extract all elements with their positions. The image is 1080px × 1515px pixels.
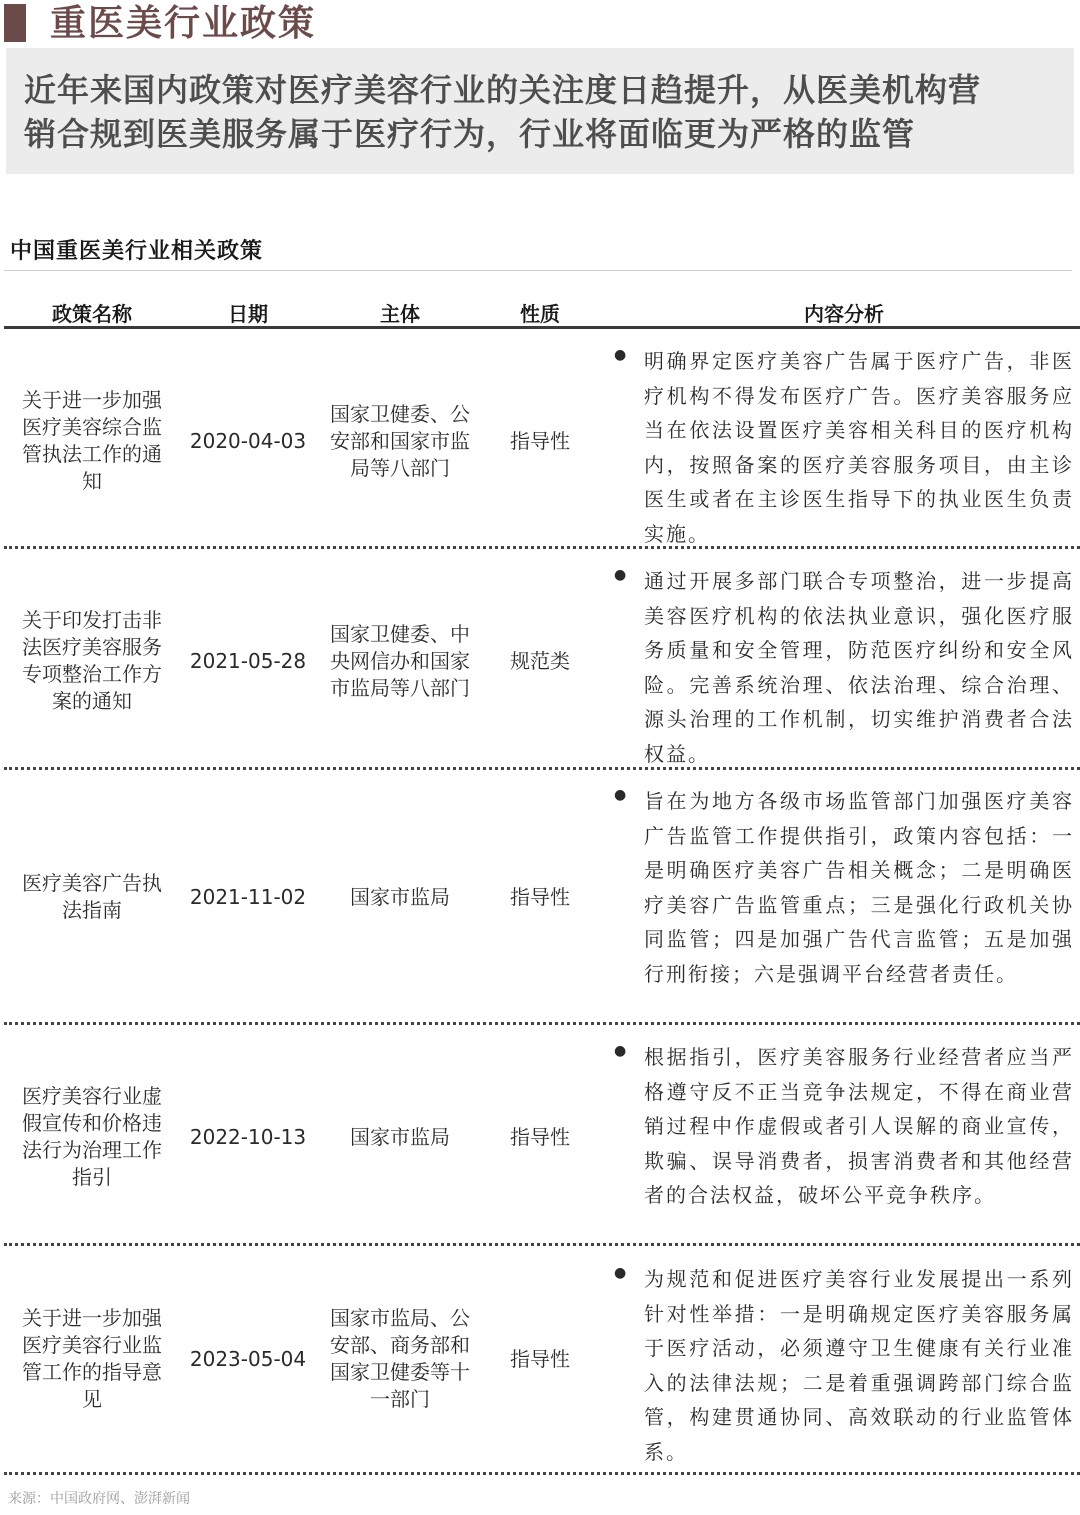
policy-date: 2023-05-04	[189, 1346, 307, 1371]
header-rule	[4, 326, 1080, 329]
header-subject: 主体	[380, 302, 420, 326]
policy-date: 2021-11-02	[189, 884, 307, 909]
policy-content-text: 根据指引，医疗美容服务行业经营者应当严格遵守反不正当竞争法规定，不得在商业营销过程中作虚假或者引人误解的商业宣传，欺骗、误导消费者，损害消费者和其他经营者的合法权益，破坏公平竞争秩序。	[644, 1045, 1074, 1207]
header-type: 性质	[520, 302, 560, 326]
policy-date: 2022-10-13	[189, 1124, 307, 1149]
bullet-icon: ●	[614, 787, 627, 803]
policy-type: 规范类	[510, 648, 570, 673]
policy-date: 2020-04-03	[189, 428, 307, 453]
table-row	[0, 334, 1080, 548]
policy-name: 医疗美容广告执法指南	[22, 871, 162, 922]
divider	[4, 270, 1072, 271]
table-header	[0, 288, 1080, 328]
policy-name: 关于进一步加强医疗美容综合监管执法工作的通知	[22, 388, 162, 493]
header-date: 日期	[228, 302, 268, 326]
policy-name: 关于印发打击非法医疗美容服务专项整治工作方案的通知	[22, 608, 162, 713]
bullet-icon: ●	[614, 1265, 627, 1281]
policy-subject: 国家市监局	[350, 884, 450, 909]
header-policy-name: 政策名称	[52, 302, 132, 326]
summary-line-1: 近年来国内政策对医疗美容行业的关注度日趋提升，从医美机构营	[24, 71, 982, 109]
row-divider	[4, 546, 1080, 549]
policy-content-text: 旨在为地方各级市场监管部门加强医疗美容广告监管工作提供指引，政策内容包括：一是明确医疗美容广告相关概念；二是明确医疗美容广告监管重点；三是强化行政机关协同监管；四是加强广告代言监管；五是加强行刑衔接；六是强调平台经营者责任。	[644, 789, 1074, 986]
source-note: 来源：中国政府网、澎湃新闻	[8, 1491, 190, 1507]
header-marker	[4, 4, 26, 42]
policy-content	[614, 1252, 1074, 1466]
policy-type: 指导性	[510, 884, 570, 909]
bullet-icon: ●	[614, 567, 627, 583]
summary-line-2: 销合规到医美服务属于医疗行为，行业将面临更为严格的监管	[24, 115, 916, 153]
summary-box	[6, 48, 1074, 174]
policy-content	[614, 554, 1074, 768]
policy-content	[614, 774, 1074, 1020]
row-divider	[4, 1472, 1080, 1475]
policy-type: 指导性	[510, 428, 570, 453]
policy-content-text: 通过开展多部门联合专项整治，进一步提高美容医疗机构的依法执业意识，强化医疗服务质量和安全管理，防范医疗纠纷和安全风险。完善系统治理、依法治理、综合治理、源头治理的工作机制，切实维护消费者合法权益。	[644, 569, 1074, 766]
row-divider	[4, 1243, 1080, 1246]
section-header	[0, 0, 1080, 48]
policy-name: 医疗美容行业虚假宣传和价格违法行为治理工作指引	[22, 1084, 162, 1189]
policy-content	[614, 334, 1074, 548]
policy-subject: 国家卫健委、公安部和国家市监局等八部门	[330, 401, 470, 480]
page-title: 重医美行业政策	[50, 3, 317, 44]
row-divider	[4, 1022, 1080, 1025]
policy-subject: 国家市监局、公安部、商务部和国家卫健委等十一部门	[330, 1306, 470, 1411]
policy-type: 指导性	[510, 1346, 570, 1371]
policy-subject: 国家市监局	[350, 1124, 450, 1149]
bullet-icon: ●	[614, 1043, 627, 1059]
policy-type: 指导性	[510, 1124, 570, 1149]
table-row	[0, 1030, 1080, 1244]
bullet-icon: ●	[614, 347, 627, 363]
policy-name: 关于进一步加强医疗美容行业监管工作的指导意见	[22, 1306, 162, 1411]
table-title: 中国重医美行业相关政策	[10, 239, 264, 264]
policy-content	[614, 1030, 1074, 1244]
table-row	[0, 1252, 1080, 1466]
table-row	[0, 774, 1080, 1020]
header-content: 内容分析	[804, 302, 884, 326]
policy-content-text: 明确界定医疗美容广告属于医疗广告，非医疗机构不得发布医疗广告。医疗美容服务应当在依法设置医疗美容相关科目的医疗机构内，按照备案的医疗美容服务项目，由主诊医生或者在主诊医生指导下的执业医生负责实施。	[644, 349, 1074, 546]
policy-date: 2021-05-28	[189, 648, 307, 673]
policy-subject: 国家卫健委、中央网信办和国家市监局等八部门	[330, 621, 470, 700]
row-divider	[4, 767, 1080, 770]
table-row	[0, 554, 1080, 768]
policy-content-text: 为规范和促进医疗美容行业发展提出一系列针对性举措：一是明确规定医疗美容服务属于医疗活动，必须遵守卫生健康有关行业准入的法律法规；二是着重强调跨部门综合监管，构建贯通协同、高效联动的行业监管体系。	[644, 1267, 1074, 1464]
